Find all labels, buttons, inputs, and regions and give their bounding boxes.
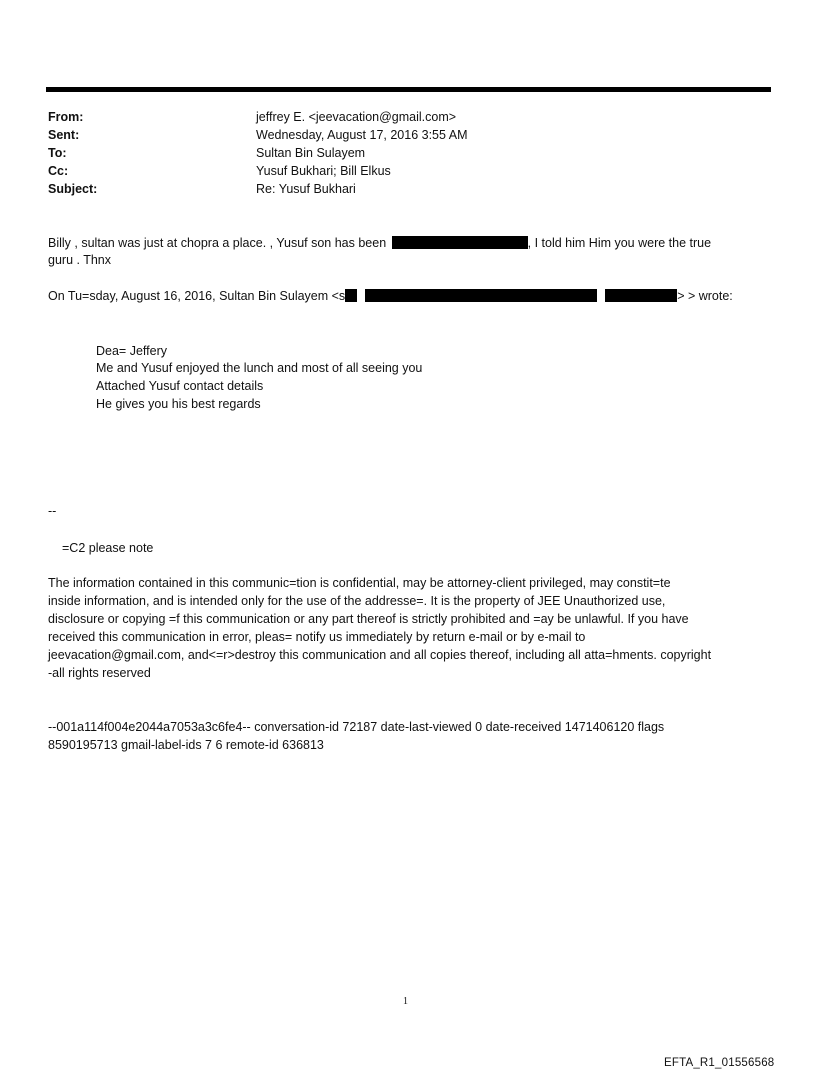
redaction-block	[345, 289, 357, 302]
disclaimer-line: The information contained in this communic=tion is confidential, may be attorney-client privileged, may constit=te	[48, 576, 671, 590]
disclaimer-line: inside information, and is intended only for the use of the addresse=. It is the property of JEE Unauthorized use,	[48, 594, 666, 608]
quote-intro-end: > > wrote:	[677, 289, 733, 303]
signature-separator: --	[48, 504, 57, 518]
sent-row	[48, 126, 468, 144]
redaction-block	[392, 236, 528, 249]
sent-value: Wednesday, August 17, 2016 3:55 AM	[256, 128, 468, 142]
body-line-2: guru . Thnx	[48, 253, 112, 267]
body-line-1-start: Billy , sultan was just at chopra a place. , Yusuf son has been	[48, 236, 387, 250]
redaction-gap	[357, 289, 365, 302]
from-value: jeffrey E. <jeevacation@gmail.com>	[256, 110, 457, 124]
bates-number: EFTA_R1_01556568	[664, 1057, 775, 1069]
header-rule	[46, 87, 771, 92]
to-label: To:	[48, 146, 67, 160]
redaction-block	[365, 289, 597, 302]
subject-value: Re: Yusuf Bukhari	[256, 182, 356, 196]
quote-intro	[48, 287, 733, 305]
cc-value: Yusuf Bukhari; Bill Elkus	[256, 164, 391, 178]
metadata-line: --001a114f004e2044a7053a3c6fe4-- conversation-id 72187 date-last-viewed 0 date-received 1471406120 flags	[48, 720, 665, 734]
body-line-1	[48, 234, 711, 252]
sent-label: Sent:	[48, 128, 80, 142]
disclaimer-line: disclosure or copying =f this communication or any part thereof is strictly prohibited and =ay be unlawful. If you have	[48, 612, 689, 626]
disclaimer-line: jeevacation@gmail.com, and<=r>destroy this communication and all copies thereof, including all atta=hments. copyright	[48, 648, 712, 662]
email-header	[48, 108, 468, 198]
disclaimer-line: -all rights reserved	[48, 666, 151, 680]
note-line: =C2 please note	[62, 541, 154, 555]
from-label: From:	[48, 110, 84, 124]
to-row	[48, 144, 468, 162]
disclaimer-line: received this communication in error, pleas= notify us immediately by return e-mail or by e-mail to	[48, 630, 586, 644]
redaction-block	[605, 289, 677, 302]
subject-label: Subject:	[48, 182, 98, 196]
body-line-1-end: , I told him Him you were the true	[527, 236, 712, 250]
from-row	[48, 108, 468, 126]
cc-label: Cc:	[48, 164, 69, 178]
metadata-line: 8590195713 gmail-label-ids 7 6 remote-id 636813	[48, 738, 324, 752]
quote-intro-start: On Tu=sday, August 16, 2016, Sultan Bin Sulayem <s	[48, 289, 346, 303]
cc-row	[48, 162, 468, 180]
redaction-gap	[597, 289, 605, 302]
quoted-line: He gives you his best regards	[96, 397, 261, 411]
to-value: Sultan Bin Sulayem	[256, 146, 366, 160]
subject-row	[48, 180, 468, 198]
page-number: 1	[403, 996, 408, 1007]
quoted-line: Attached Yusuf contact details	[96, 379, 264, 393]
quoted-line: Dea= Jeffery	[96, 344, 167, 358]
quoted-line: Me and Yusuf enjoyed the lunch and most of all seeing you	[96, 361, 423, 375]
